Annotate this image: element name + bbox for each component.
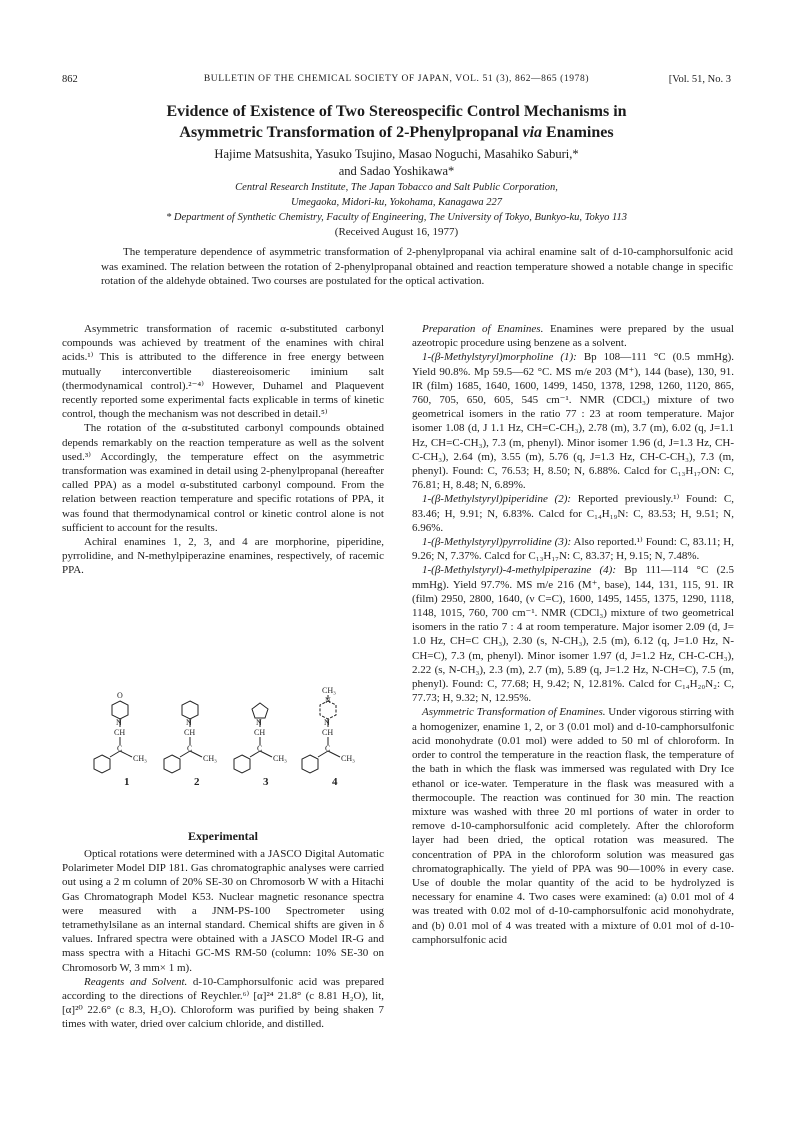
- experimental-paragraph: Optical rotations were determined with a JASCO Digital Automatic Polarimeter Model DIP 181. Gas chromatographic analyses were carried out using a 2 m column of 20% SE-30 on Chromosorb W with a Hitachi Gas Chromatograph Model K53. Nuclear magnetic resonance spectra were measured with a JNM-PS-100 Spectrometer using tetramethylsilane as an internal standard. Chemical shifts are given in δ values. Infrared spectra were obtained with a JASCO Model IR-G and mass spectra with a Hitachi GC-MS RM-50 (column: 10% SE-30 on Chromosorb W, 3 mm× 1 m).: [62, 848, 384, 974]
- atom-label: N: [256, 718, 262, 727]
- atom-label: N: [186, 718, 192, 727]
- compound-3-paragraph: 1-(β-Methylstyryl)pyrrolidine (3): Also reported.¹⁾ Found: C, 83.11; H, 9.26; N, 7.37%. Calcd for C₁₃H₁₇N: C, 83.37; H, 9.15; N, 7.48%.: [412, 536, 734, 563]
- atom-label: C: [187, 744, 193, 753]
- atom-label: N: [325, 696, 331, 705]
- atom-label: C: [117, 744, 123, 753]
- structure-1: [94, 701, 132, 773]
- structure-4: [302, 695, 340, 773]
- authors-line-1: Hajime Matsushita, Yasuko Tsujino, Masao Noguchi, Masahiko Saburi,*: [214, 147, 579, 161]
- atom-label: CH₃: [203, 754, 217, 763]
- structure-2: [164, 701, 202, 773]
- running-header: [62, 74, 731, 88]
- atom-label: CH: [114, 728, 126, 737]
- section-heading-experimental: Experimental: [188, 829, 258, 843]
- intro-paragraph: The rotation of the α-substituted carbonyl compounds obtained depends remarkably on the reaction temperature as well as the solvent used.³⁾ Accordingly, the temperature effect on the asymmetric transformation was examined in detail using 2-phenylpropanal (hereafter called PPA) as a model α-substituted carbonyl compound. From the relation between reaction temperature and specific rotations of PPA, it was found that thermodynamical control or kinetic control alone is not sufficient to account for the results.: [62, 422, 384, 534]
- atom-label: CH₃: [133, 754, 147, 763]
- authors-line-2: and Sadao Yoshikawa*: [338, 164, 455, 178]
- received-date: (Received August 16, 1977): [334, 226, 459, 238]
- compound-4-paragraph: 1-(β-Methylstyryl)-4-methylpiperazine (4): Bp 111—114 °C (2.5 mmHg). Yield 97.7%. MS m/e 216 (M⁺, base), 144, 131, 115, 91. IR (film) 2950, 2800, 1640, (ν C=C), 1600, 1495, 1455, 1375, 1290, 1118, 1148, 1015, 760, 700 cm⁻¹. NMR (CDCl₃) mixture of two geometrical isomers in the ratio 7 : 4 at room temperature. Major isomer 2.09 (d, J= 1.0 Hz, CH=C CH₃), 2.30 (s, N-CH₃), 2.5 (m), 6.12 (q, J=1.0 Hz, N-CH=C), 7.3 (m, phenyl). Minor isomer 1.97 (d, J=1.2 Hz, CH-C-CH₃), 2.22 (s, N-CH₃), 2.3 (m), 2.7 (m), 5.89 (q, J=1.2 Hz, N-CH=C), 7.5 (m, phenyl). Found: C, 77.68; H, 9.42; N, 12.81%. Calcd for C₁₄H₂₀N₂: C, 77.73; H, 9.32; N, 12.95%.: [412, 564, 734, 705]
- intro-paragraph: Asymmetric transformation of racemic α-substituted carbonyl compounds was achieved by treatment of the enamines with chiral acids.¹⁾ This is attributed to the difference in free energy between mutually interconvertible diastereoisomeric iminium salt (thermodynamical control).²⁻⁴⁾ However, Duhamel and Plaquevent recently reported some experimental facts explicable in terms of kinetic control, though the mechanism was not described in detail.⁵⁾: [62, 323, 384, 421]
- atom-label: CH: [322, 728, 334, 737]
- atom-label: CH: [254, 728, 266, 737]
- affiliations: [80, 180, 713, 225]
- atom-label: N: [324, 718, 330, 727]
- preparation-paragraph: Preparation of Enamines. Enamines were prepared by the usual azeotropic procedure using benzene as a solvent.: [412, 323, 734, 350]
- structures-svg: [82, 687, 382, 787]
- page-number: 862: [62, 74, 78, 85]
- compound-label: 3: [263, 776, 269, 787]
- enamine-structures-figure: [82, 687, 382, 787]
- intro-column: [62, 322, 384, 578]
- affiliation-line-2: Umegaoka, Midori-ku, Yokohama, Kanagawa 227: [290, 197, 503, 208]
- atom-label: C: [257, 744, 263, 753]
- atom-label: CH₃: [322, 687, 336, 695]
- journal-citation: BULLETIN OF THE CHEMICAL SOCIETY OF JAPAN, VOL. 51 (3), 862—865 (1978): [203, 74, 590, 84]
- atom-label: CH: [184, 728, 196, 737]
- structure-3: [234, 703, 272, 773]
- compound-label: 1: [124, 776, 130, 787]
- affiliation-line-3: * Department of Synthetic Chemistry, Faculty of Engineering, The University of Tokyo, Bunkyo-ku, Tokyo 113: [166, 212, 627, 223]
- compound-label: 2: [194, 776, 200, 787]
- affiliation-line-1: Central Research Institute, The Japan Tobacco and Salt Public Corporation,: [235, 182, 558, 193]
- preparation-column: [412, 322, 734, 947]
- volume-label: [Vol. 51, No. 3: [668, 74, 731, 85]
- intro-paragraph: Achiral enamines 1, 2, 3, and 4 are morphorine, piperidine, pyrrolidine, and N-methylpiperazine enamines, respectively, of racemic PPA.: [62, 536, 384, 577]
- atom-label: O: [117, 691, 123, 700]
- atom-label: C: [325, 744, 331, 753]
- title-line-2: Asymmetric Transformation of 2-Phenylpropanal via Enamines: [179, 124, 614, 141]
- reagents-paragraph: Reagents and Solvent. d-10-Camphorsulfonic acid was prepared according to the directions of Reychler.⁶⁾ [α]²⁴ 21.8° (c 8.81 H₂O), lit, [α]²⁰ 22.6° (c 8.3, H₂O). Chloroform was purified by being shaken 7 times with water, dried over calcium chloride, and distilled.: [62, 975, 384, 1031]
- abstract: The temperature dependence of asymmetric transformation of 2-phenylpropanal via achiral enamine salt of d-10-camphorsulfonic acid was examined. The relation between the rotation of 2-phenylpropanal obtained and reaction temperature showed a notable change in specific rotation of the aldehyde obtained. Two courses are postulated for the optical activation.: [101, 246, 733, 287]
- atom-label: N: [116, 718, 122, 727]
- compound-1-paragraph: 1-(β-Methylstyryl)morpholine (1): Bp 108—111 °C (0.5 mmHg). Yield 90.8%. Mp 59.5—62 °C. MS m/e 203 (M⁺), 144 (base), 130, 91. IR (film) 1685, 1640, 1600, 1499, 1450, 1378, 1298, 1260, 1120, 865, 760, 705, 650, 605, 545 cm⁻¹. NMR (CDCl₃) mixture of two geometrical isomers in the ratio 77 : 23 at room temperature. Major isomer 1.08 (d, J 1.1 Hz, CH=C-CH₃), 2.78 (m), 3.7 (m), 6.02 (q, J=1.1 Hz, CH=C-CH₃), 7.3 (m, phenyl). Minor isomer 1.96 (d, J=1.3 Hz, CH-C-CH₃), 2.64 (m), 3.55 (m), 5.76 (q, J=1.3 Hz, CH-C-CH₃), 7.3 (m, phenyl). Found: C, 76.53; H, 8.50; N, 6.88%. Calcd for C₁₃H₁₇ON: C, 76.81; H, 8.48; N, 6.89%.: [412, 351, 734, 492]
- asymmetric-transformation-paragraph: Asymmetric Transformation of Enamines. Under vigorous stirring with a homogenizer, enamine 1, 2, or 3 (0.01 mol) and d-10-camphorsulfonic acid monohydrate (0.01 mol) were added to 50 ml of chloroform. In order to control the temperature in the reaction flask, the temperature of the bath in which the flask was immersed was regulated with Dry Ice ethanol or ice-water. Temperature in the flask was measured with a thermocouple. The reaction was continued for 30 min. The reaction mixture was washed with three 20 ml portions of water in order to remove d-10-camphorsulfonic acid completely. After the chloroform layer had been dried, the optical rotation was measured. The concentration of PPA in the chloroform solution was measured gas chromatographically. The yield of PPA was 90—100% in every case. Use of double the molar quantity of the acid to be hydrolyzed is necessary for enamine 4. Two cases were examined: (a) 0.01 mol of 4 was treated with 0.02 mol of d-10-camphorsulfonic acid monohydrate, and (b) 0.01 mol of 4 was treated with a mixture of 0.01 mol of d-10-camphorsulfonic acid: [412, 706, 734, 946]
- atom-label: CH₃: [341, 754, 355, 763]
- experimental-column: [62, 847, 384, 1032]
- compound-label: 4: [332, 776, 338, 787]
- compound-2-paragraph: 1-(β-Methylstyryl)piperidine (2): Reported previously.¹⁾ Found: C, 83.46; H, 9.91; N, 6.83%. Calcd for C₁₄H₁₉N: C, 83.53; H, 9.51; N, 6.96%.: [412, 493, 735, 534]
- title-line-1: Evidence of Existence of Two Stereospecific Control Mechanisms in: [166, 103, 627, 120]
- atom-label: CH₃: [273, 754, 287, 763]
- article-title: [80, 101, 713, 143]
- author-list: [80, 146, 713, 180]
